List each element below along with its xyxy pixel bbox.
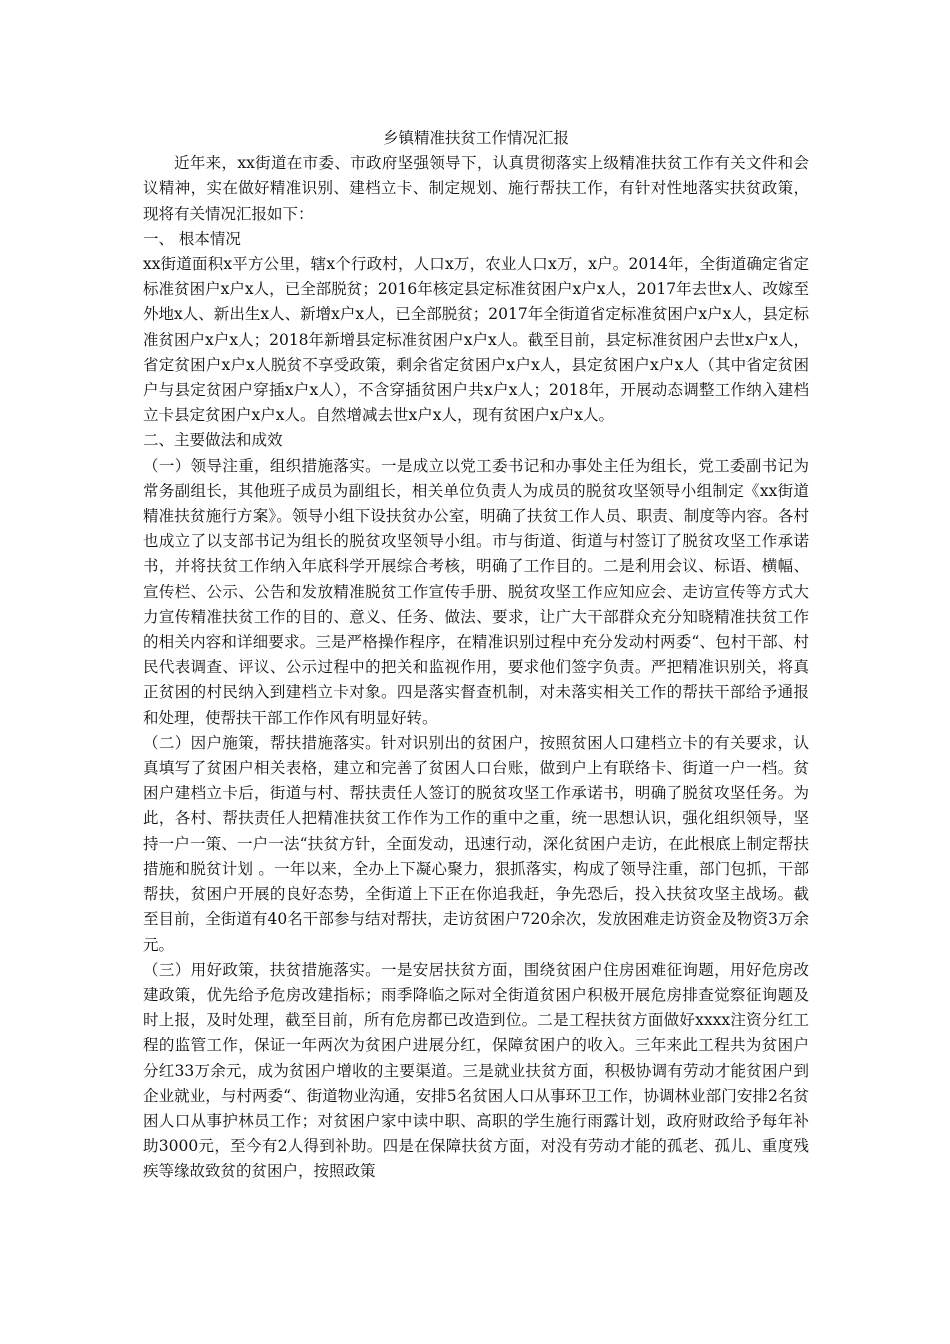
document-title: 乡镇精准扶贫工作情况汇报 (382, 129, 569, 147)
measure-paragraph-household-policy: （二）因户施策，帮扶措施落实。针对识别出的贫困户，按照贫困人口建档立卡的有关要求，认真填写了贫困户相关表格，建立和完善了贫困人口台账，做到户上有联络卡、街道一户一档。贫困户建档立卡后，街道与村、帮扶责任人签订的脱贫攻坚工作承诺书，明确了脱贫攻坚任务。为此，各村、帮扶责任人把精准扶贫工作作为工作的重中之重，统一思想认识，强化组织领导，坚持一户一策、一户一法“扶贫方针，全面发动，迅速行动，深化贫困户走访，在此根底上制定帮扶措施和脱贫计划 。一年以来，全办上下凝心聚力，狠抓落实，构成了领导注重，部门包抓，干部帮扶，贫困户开展的良好态势，全街道上下正在你追我赶，争先恐后，投入扶贫攻坚主战场。截至目前，全街道有40名干部参与结对帮扶，走访贫困户720余次，发放困难走访资金及物资3万余元。 (143, 733, 809, 954)
measure-paragraph-policy-use: （三）用好政策，扶贫措施落实。一是安居扶贫方面，围绕贫困户住房困难征询题，用好危房改建政策，优先给予危房改建指标；雨季降临之际对全街道贫困户积极开展危房排查觉察征询题及时上报，及时处理，截至目前，所有危房都已改造到位。二是工程扶贫方面做好xxxx注资分红工程的监管工作，保证一年两次为贫困户进展分红，保障贫困户的收入。三年来此工程共为贫困户分红33万余元，成为贫困户增收的主要渠道。三是就业扶贫方面，积极协调有劳动才能贫困户到企业就业，与村两委“、街道物业沟通，安排5名贫困人口从事环卫工作，协调林业部门安排2名贫困人口从事护林员工作；对贫困户家中读中职、高职的学生施行雨露计划，政府财政给予每年补助3000元，至今有2人得到补助。四是在保障扶贫方面，对没有劳动才能的孤老、孤儿、重度残疾等缘故致贫的贫困户，按照政策 (143, 960, 809, 1181)
measure-paragraph-leadership: （一）领导注重，组织措施落实。一是成立以党工委书记和办事处主任为组长，党工委副书记为常务副组长，其他班子成员为副组长，相关单位负责人为成员的脱贫攻坚领导小组制定《xx街道精准扶贫施行方案》。领导小组下设扶贫办公室，明确了扶贫工作人员、职责、制度等内容。各村也成立了以支部书记为组长的脱贫攻坚领导小组。市与街道、街道与村签订了脱贫攻坚工作承诺书，并将扶贫工作纳入年底科学开展综合考核，明确了工作目的。二是利用会议、标语、横幅、宣传栏、公示、公告和发放精准脱贫工作宣传手册、脱贫攻坚工作应知应会、走访宣传等方式大力宣传精准扶贫工作的目的、意义、任务、做法、要求，让广大干部群众充分知晓精准扶贫工作的相关内容和详细要求。三是严格操作程序，在精准识别过程中充分发动村两委“、包村干部、村民代表调查、评议、公示过程中的把关和监视作用，要求他们签字负责。严把精准识别关，将真正贫困的村民纳入到建档立卡对象。四是落实督查机制，对未落实相关工作的帮扶干部给予通报和处理，使帮扶干部工作作风有明显好转。 (143, 456, 809, 727)
section-heading-basic-situation: 一、 根本情况 (143, 229, 241, 248)
document-body (143, 126, 809, 1185)
section-heading-main-measures: 二、主要做法和成效 (143, 431, 283, 450)
intro-paragraph: 近年来，xx街道在市委、市政府坚强领导下，认真贯彻落实上级精准扶贫工作有关文件和会议精神，实在做好精准识别、建档立卡、制定规划、施行帮扶工作，有针对性地落实扶贫政策，现将有关情况汇报如下： (143, 154, 809, 223)
basic-situation-paragraph: xx街道面积x平方公里，辖x个行政村，人口x万，农业人口x万，x户。2014年，全街道确定省定标准贫困户x户x人，已全部脱贫；2016年核定县定标准贫困户x户x人，2017年去世x人、改嫁至外地x人、新出生x人、新增x户x人，已全部脱贫；2017年全街道省定标准贫困户x户x人，县定标准贫困户x户x人；2018年新增县定标准贫困户x户x人。截至目前，县定标准贫困户去世x户x人，省定贫困户x户x人脱贫不享受政策，剩余省定贫困户x户x人，县定贫困户x户x人（其中省定贫困户与县定贫困户穿插x户x人），不含穿插贫困户共x户x人；2018年，开展动态调整工作纳入建档立卡县定贫困户x户x人。自然增减去世x户x人，现有贫困户x户x人。 (143, 255, 809, 425)
